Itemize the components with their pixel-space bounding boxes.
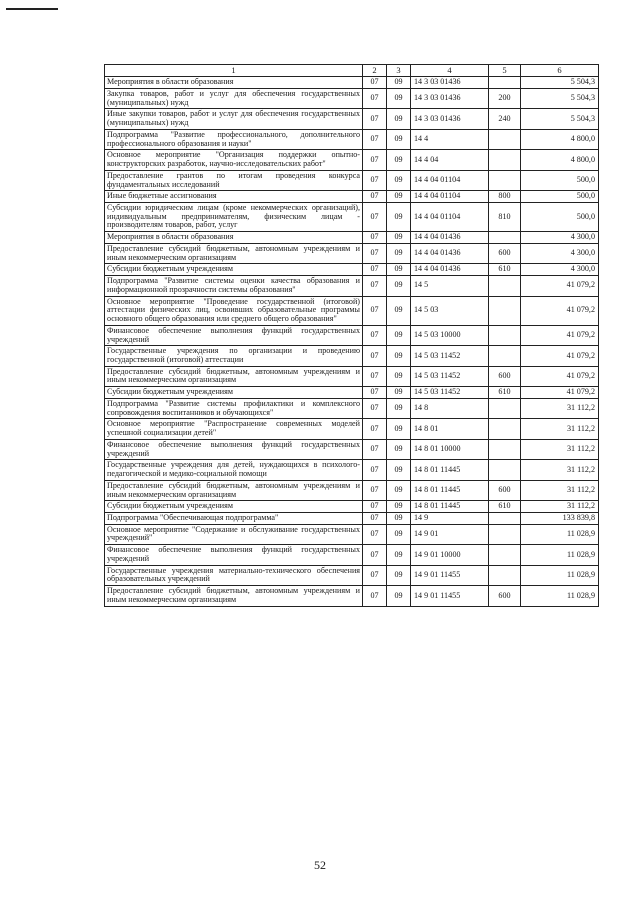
section-cell: 07 [363,501,387,513]
expense-type-cell [489,419,521,439]
row-name-cell: Субсидии бюджетным учреждениям [105,264,363,276]
table-row [105,170,599,190]
target-article-cell: 14 4 04 01436 [411,264,489,276]
section-cell: 07 [363,77,387,89]
amount-cell: 41 079,2 [521,296,599,325]
subsection-cell: 09 [387,191,411,203]
target-article-cell: 14 3 03 01436 [411,109,489,129]
subsection-cell: 09 [387,325,411,345]
amount-cell: 4 800,0 [521,150,599,170]
row-name-cell: Подпрограмма "Развитие системы оценки качества образования и информационной прозрачности системы образования" [105,276,363,296]
subsection-cell: 09 [387,366,411,386]
expense-type-cell [489,325,521,345]
header-cell: 6 [521,65,599,77]
target-article-cell: 14 8 01 11445 [411,480,489,500]
row-name-cell: Иные закупки товаров, работ и услуг для обеспечения государственных (муниципальных) нужд [105,109,363,129]
expense-type-cell: 800 [489,191,521,203]
table-row [105,501,599,513]
row-name-cell: Государственные учреждения материально-технического обеспечения образовательных учреждений [105,565,363,585]
row-name-cell: Предоставление грантов по итогам проведения конкурса фундаментальных исследований [105,170,363,190]
target-article-cell: 14 8 01 11445 [411,501,489,513]
section-cell: 07 [363,419,387,439]
target-article-cell: 14 4 [411,129,489,149]
section-cell: 07 [363,398,387,418]
expense-type-cell: 200 [489,88,521,108]
table-row [105,513,599,525]
target-article-cell: 14 3 03 01436 [411,77,489,89]
table-row [105,366,599,386]
amount-cell: 31 112,2 [521,501,599,513]
amount-cell: 11 028,9 [521,545,599,565]
section-cell: 07 [363,191,387,203]
amount-cell: 5 504,3 [521,88,599,108]
section-cell: 07 [363,170,387,190]
table-row [105,264,599,276]
row-name-cell: Основное мероприятие "Содержание и обслуживание государственных учреждений" [105,524,363,544]
amount-cell: 4 300,0 [521,264,599,276]
top-decorative-rule [6,8,58,10]
target-article-cell: 14 4 04 01436 [411,243,489,263]
table-row [105,150,599,170]
section-cell: 07 [363,545,387,565]
row-name-cell: Подпрограмма "Развитие профессионального, дополнительного профессионального образования и науки" [105,129,363,149]
expense-type-cell [489,150,521,170]
expense-type-cell [489,77,521,89]
section-cell: 07 [363,387,387,399]
subsection-cell: 09 [387,460,411,480]
subsection-cell: 09 [387,170,411,190]
header-cell: 3 [387,65,411,77]
section-cell: 07 [363,129,387,149]
expense-type-cell [489,170,521,190]
subsection-cell: 09 [387,586,411,606]
table-row [105,232,599,244]
target-article-cell: 14 8 01 10000 [411,439,489,459]
row-name-cell: Государственные учреждения по организации и проведению государственной (итоговой) аттестации [105,346,363,366]
amount-cell: 11 028,9 [521,586,599,606]
expense-type-cell: 610 [489,501,521,513]
row-name-cell: Предоставление субсидий бюджетным, автономным учреждениям и иным некоммерческим организациям [105,243,363,263]
target-article-cell: 14 5 03 11452 [411,346,489,366]
expense-type-cell [489,524,521,544]
subsection-cell: 09 [387,387,411,399]
table-header-row [105,65,599,77]
expense-type-cell [489,513,521,525]
amount-cell: 133 839,8 [521,513,599,525]
expense-type-cell [489,398,521,418]
section-cell: 07 [363,565,387,585]
section-cell: 07 [363,264,387,276]
expense-type-cell [489,296,521,325]
table-row [105,88,599,108]
table-row [105,77,599,89]
row-name-cell: Закупка товаров, работ и услуг для обеспечения государственных (муниципальных) нужд [105,88,363,108]
amount-cell: 4 800,0 [521,129,599,149]
row-name-cell: Финансовое обеспечение выполнения функций государственных учреждений [105,325,363,345]
row-name-cell: Государственные учреждения для детей, нуждающихся в психолого-педагогической и медико-социальной помощи [105,460,363,480]
section-cell: 07 [363,232,387,244]
amount-cell: 5 504,3 [521,109,599,129]
amount-cell: 31 112,2 [521,480,599,500]
amount-cell: 4 300,0 [521,232,599,244]
expense-type-cell [489,129,521,149]
section-cell: 07 [363,150,387,170]
section-cell: 07 [363,480,387,500]
subsection-cell: 09 [387,243,411,263]
target-article-cell: 14 8 [411,398,489,418]
target-article-cell: 14 5 03 [411,296,489,325]
expense-type-cell [489,460,521,480]
expense-type-cell: 610 [489,387,521,399]
subsection-cell: 09 [387,439,411,459]
target-article-cell: 14 9 01 [411,524,489,544]
amount-cell: 41 079,2 [521,346,599,366]
expense-type-cell [489,565,521,585]
subsection-cell: 09 [387,501,411,513]
target-article-cell: 14 9 [411,513,489,525]
subsection-cell: 09 [387,565,411,585]
subsection-cell: 09 [387,264,411,276]
row-name-cell: Мероприятия в области образования [105,232,363,244]
section-cell: 07 [363,325,387,345]
row-name-cell: Финансовое обеспечение выполнения функций государственных учреждений [105,545,363,565]
target-article-cell: 14 5 03 11452 [411,387,489,399]
expense-type-cell: 600 [489,243,521,263]
subsection-cell: 09 [387,276,411,296]
table-row [105,439,599,459]
table-row [105,276,599,296]
table-row [105,129,599,149]
target-article-cell: 14 9 01 11455 [411,586,489,606]
amount-cell: 31 112,2 [521,419,599,439]
row-name-cell: Субсидии бюджетным учреждениям [105,387,363,399]
table-row [105,565,599,585]
header-cell: 2 [363,65,387,77]
table-row [105,545,599,565]
subsection-cell: 09 [387,109,411,129]
header-cell: 4 [411,65,489,77]
amount-cell: 41 079,2 [521,325,599,345]
expense-type-cell [489,545,521,565]
target-article-cell: 14 4 04 01436 [411,232,489,244]
row-name-cell: Основное мероприятие "Организация поддержки опытно-конструкторских разработок, научно-исследовательских работ" [105,150,363,170]
expense-type-cell: 810 [489,202,521,231]
row-name-cell: Предоставление субсидий бюджетным, автономным учреждениям и иным некоммерческим организациям [105,480,363,500]
header-cell: 1 [105,65,363,77]
subsection-cell: 09 [387,150,411,170]
table-row [105,419,599,439]
subsection-cell: 09 [387,398,411,418]
amount-cell: 31 112,2 [521,398,599,418]
amount-cell: 500,0 [521,202,599,231]
expense-type-cell [489,232,521,244]
target-article-cell: 14 8 01 11445 [411,460,489,480]
subsection-cell: 09 [387,545,411,565]
target-article-cell: 14 8 01 [411,419,489,439]
subsection-cell: 09 [387,296,411,325]
section-cell: 07 [363,276,387,296]
table-row [105,586,599,606]
table-row [105,296,599,325]
section-cell: 07 [363,88,387,108]
row-name-cell: Подпрограмма "Обеспечивающая подпрограмма" [105,513,363,525]
section-cell: 07 [363,524,387,544]
table-row [105,243,599,263]
subsection-cell: 09 [387,346,411,366]
target-article-cell: 14 4 04 [411,150,489,170]
amount-cell: 31 112,2 [521,439,599,459]
target-article-cell: 14 5 [411,276,489,296]
row-name-cell: Предоставление субсидий бюджетным, автономным учреждениям и иным некоммерческим организациям [105,586,363,606]
subsection-cell: 09 [387,88,411,108]
section-cell: 07 [363,513,387,525]
table-row [105,524,599,544]
header-cell: 5 [489,65,521,77]
section-cell: 07 [363,296,387,325]
page-number: 52 [314,858,326,872]
budget-table [104,64,599,607]
row-name-cell: Основное мероприятие "Проведение государственной (итоговой) аттестации физических лиц, освоивших образовательные программы основного общего образования или среднего общего образования" [105,296,363,325]
row-name-cell: Подпрограмма "Развитие системы профилактики и комплексного сопровождения воспитанников и обучающихся" [105,398,363,418]
section-cell: 07 [363,202,387,231]
expense-type-cell: 240 [489,109,521,129]
subsection-cell: 09 [387,480,411,500]
table-row [105,480,599,500]
subsection-cell: 09 [387,232,411,244]
target-article-cell: 14 9 01 11455 [411,565,489,585]
table-row [105,346,599,366]
table-row [105,325,599,345]
amount-cell: 41 079,2 [521,276,599,296]
target-article-cell: 14 4 04 01104 [411,202,489,231]
table-row [105,398,599,418]
row-name-cell: Иные бюджетные ассигнования [105,191,363,203]
target-article-cell: 14 5 03 11452 [411,366,489,386]
row-name-cell: Субсидии юридическим лицам (кроме некоммерческих организаций), индивидуальным предпринимателям, физическим лицам - производителям товаров, работ, услуг [105,202,363,231]
amount-cell: 5 504,3 [521,77,599,89]
target-article-cell: 14 4 04 01104 [411,170,489,190]
expense-type-cell [489,439,521,459]
table-row [105,387,599,399]
expense-type-cell: 600 [489,366,521,386]
amount-cell: 41 079,2 [521,387,599,399]
subsection-cell: 09 [387,419,411,439]
row-name-cell: Предоставление субсидий бюджетным, автономным учреждениям и иным некоммерческим организациям [105,366,363,386]
row-name-cell: Основное мероприятие "Распространение современных моделей успешной социализации детей" [105,419,363,439]
amount-cell: 500,0 [521,191,599,203]
row-name-cell: Субсидии бюджетным учреждениям [105,501,363,513]
expense-type-cell: 610 [489,264,521,276]
subsection-cell: 09 [387,77,411,89]
table-row [105,460,599,480]
amount-cell: 4 300,0 [521,243,599,263]
row-name-cell: Мероприятия в области образования [105,77,363,89]
section-cell: 07 [363,460,387,480]
expense-type-cell: 600 [489,480,521,500]
section-cell: 07 [363,109,387,129]
target-article-cell: 14 4 04 01104 [411,191,489,203]
section-cell: 07 [363,586,387,606]
expense-type-cell [489,276,521,296]
subsection-cell: 09 [387,513,411,525]
expense-type-cell [489,346,521,366]
section-cell: 07 [363,243,387,263]
subsection-cell: 09 [387,202,411,231]
subsection-cell: 09 [387,129,411,149]
amount-cell: 11 028,9 [521,524,599,544]
section-cell: 07 [363,439,387,459]
table-row [105,191,599,203]
amount-cell: 11 028,9 [521,565,599,585]
amount-cell: 41 079,2 [521,366,599,386]
amount-cell: 31 112,2 [521,460,599,480]
target-article-cell: 14 3 03 01436 [411,88,489,108]
target-article-cell: 14 5 03 10000 [411,325,489,345]
subsection-cell: 09 [387,524,411,544]
table-row [105,202,599,231]
section-cell: 07 [363,346,387,366]
section-cell: 07 [363,366,387,386]
table-row [105,109,599,129]
target-article-cell: 14 9 01 10000 [411,545,489,565]
row-name-cell: Финансовое обеспечение выполнения функций государственных учреждений [105,439,363,459]
expense-type-cell: 600 [489,586,521,606]
amount-cell: 500,0 [521,170,599,190]
